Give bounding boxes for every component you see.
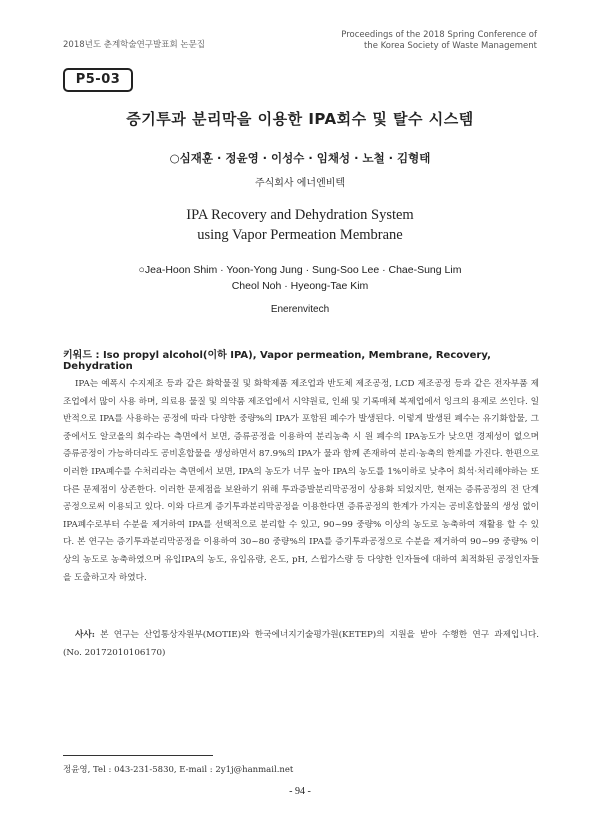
page-number: - 94 - [289,786,311,797]
title-korean: 증기투과 분리막을 이용한 IPA회수 및 탈수 시스템 [126,110,474,128]
title-english-line2: using Vapor Permeation Membrane [197,227,403,243]
paper-id-badge: P5-03 [63,68,133,92]
acknowledgment-lead: 사사: [75,630,95,640]
title-english [0,205,600,245]
affiliation-korean: 주식회사 에너엔비텍 [254,178,346,189]
acknowledgment [63,627,539,662]
authors-english-line1: ○Jea-Hoon Shim · Yoon-Yong Jung · Sung-Soo Lee · Chae-Sung Lim [138,264,462,276]
title-english-line1: IPA Recovery and Dehydration System [186,207,414,223]
authors-korean: ○심재훈 · 정윤영 · 이성수 · 임채성 · 노철 · 김형태 [169,151,431,165]
abstract-body: IPA는 예폭시 수지제조 등과 같은 화학물질 및 화학제품 제조업과 반도체 제조공정, LCD 제조공정 등과 같은 전자부품 제조업에서 많이 사용 하며, 의료용 물질 및 의약품 제조업에서 시약원료, 인쇄 및 기록매체 복제업에서 잉크의 용제로 쓰인다. 일반적으로 IPA를 사용하는 공정에 따라 다양한 중량%의 IPA가 포함된 폐수가 발생된다. 이렇게 발생된 폐수는 유기화합물, 그중에서도 알코올의 회수라는 측면에서 보면, 증류공정을 이용하여 분리농축 시 원 폐수의 IPA농도가 낮으면 경제성이 없으며 증류공정이 가능하더라도 공비혼합물을 생성하면서 87.9%의 IPA가 물과 함께 존재하여 분리·농축의 한계를 가진다. 한편으로 이러한 IPA폐수를 수처리라는 측면에서 보면, IPA의 농도가 너무 높아 IPA의 농도를 1%이하로 낮추어 희석·처리해야하는 또 다른 문제점이 상존한다. 이러한 문제점을 보완하기 위해 투과증발분리막공정이 상용화 되었지만, 현재는 증류공정의 전 단계 공정으로써 이용되고 있다. 이와 다르게 증기투과분리막공정을 이용한다면 증류공정의 한계가 가지는 공비혼합물의 생성 없이 IPA폐수로부터 수분을 제거하여 IPA를 선택적으로 분리할 수 있고, 90~99 중량% 이상의 농도로 농축하여 재활용 할 수 있다. 본 연구는 증기투과분리막공정을 이용하여 30~80 중량%의 IPA를 증기투과공정으로 수분을 제거하여 90~99 중량% 이상의 농도로 농축하였으며 유입IPA의 농도, 유입유량, 온도, pH, 스윕가스량 등 다양한 인자들에 대하여 최적화된 공정인자들을 도출하고자 하였다. [63,379,539,583]
authors-english [0,262,600,294]
footnote-divider [63,755,213,756]
acknowledgment-text: 본 연구는 산업통상자원부(MOTIE)와 한국에너지기술평가원(KETEP)의 지원을 받아 수행한 연구 과제입니다. (No. 20172010106170) [63,630,539,658]
running-header-left: 2018년도 춘계학술연구발표회 논문집 [63,40,205,50]
authors-english-line2: Cheol Noh · Hyeong-Tae Kim [231,280,369,292]
corresponding-author-footnote: 정윤영, Tel : 043-231-5830, E-mail : 2y1j@hanmail.net [63,765,294,775]
keywords: 키워드 : Iso propyl alcohol(이하 IPA), Vapor permeation, Membrane, Recovery, Dehydration [63,350,491,372]
running-header-right [341,30,537,52]
affiliation-english: Enerenvitech [270,304,330,315]
running-header-right-line2: the Korea Society of Waste Management [363,41,537,51]
running-header-right-line1: Proceedings of the 2018 Spring Conference of [341,30,537,40]
